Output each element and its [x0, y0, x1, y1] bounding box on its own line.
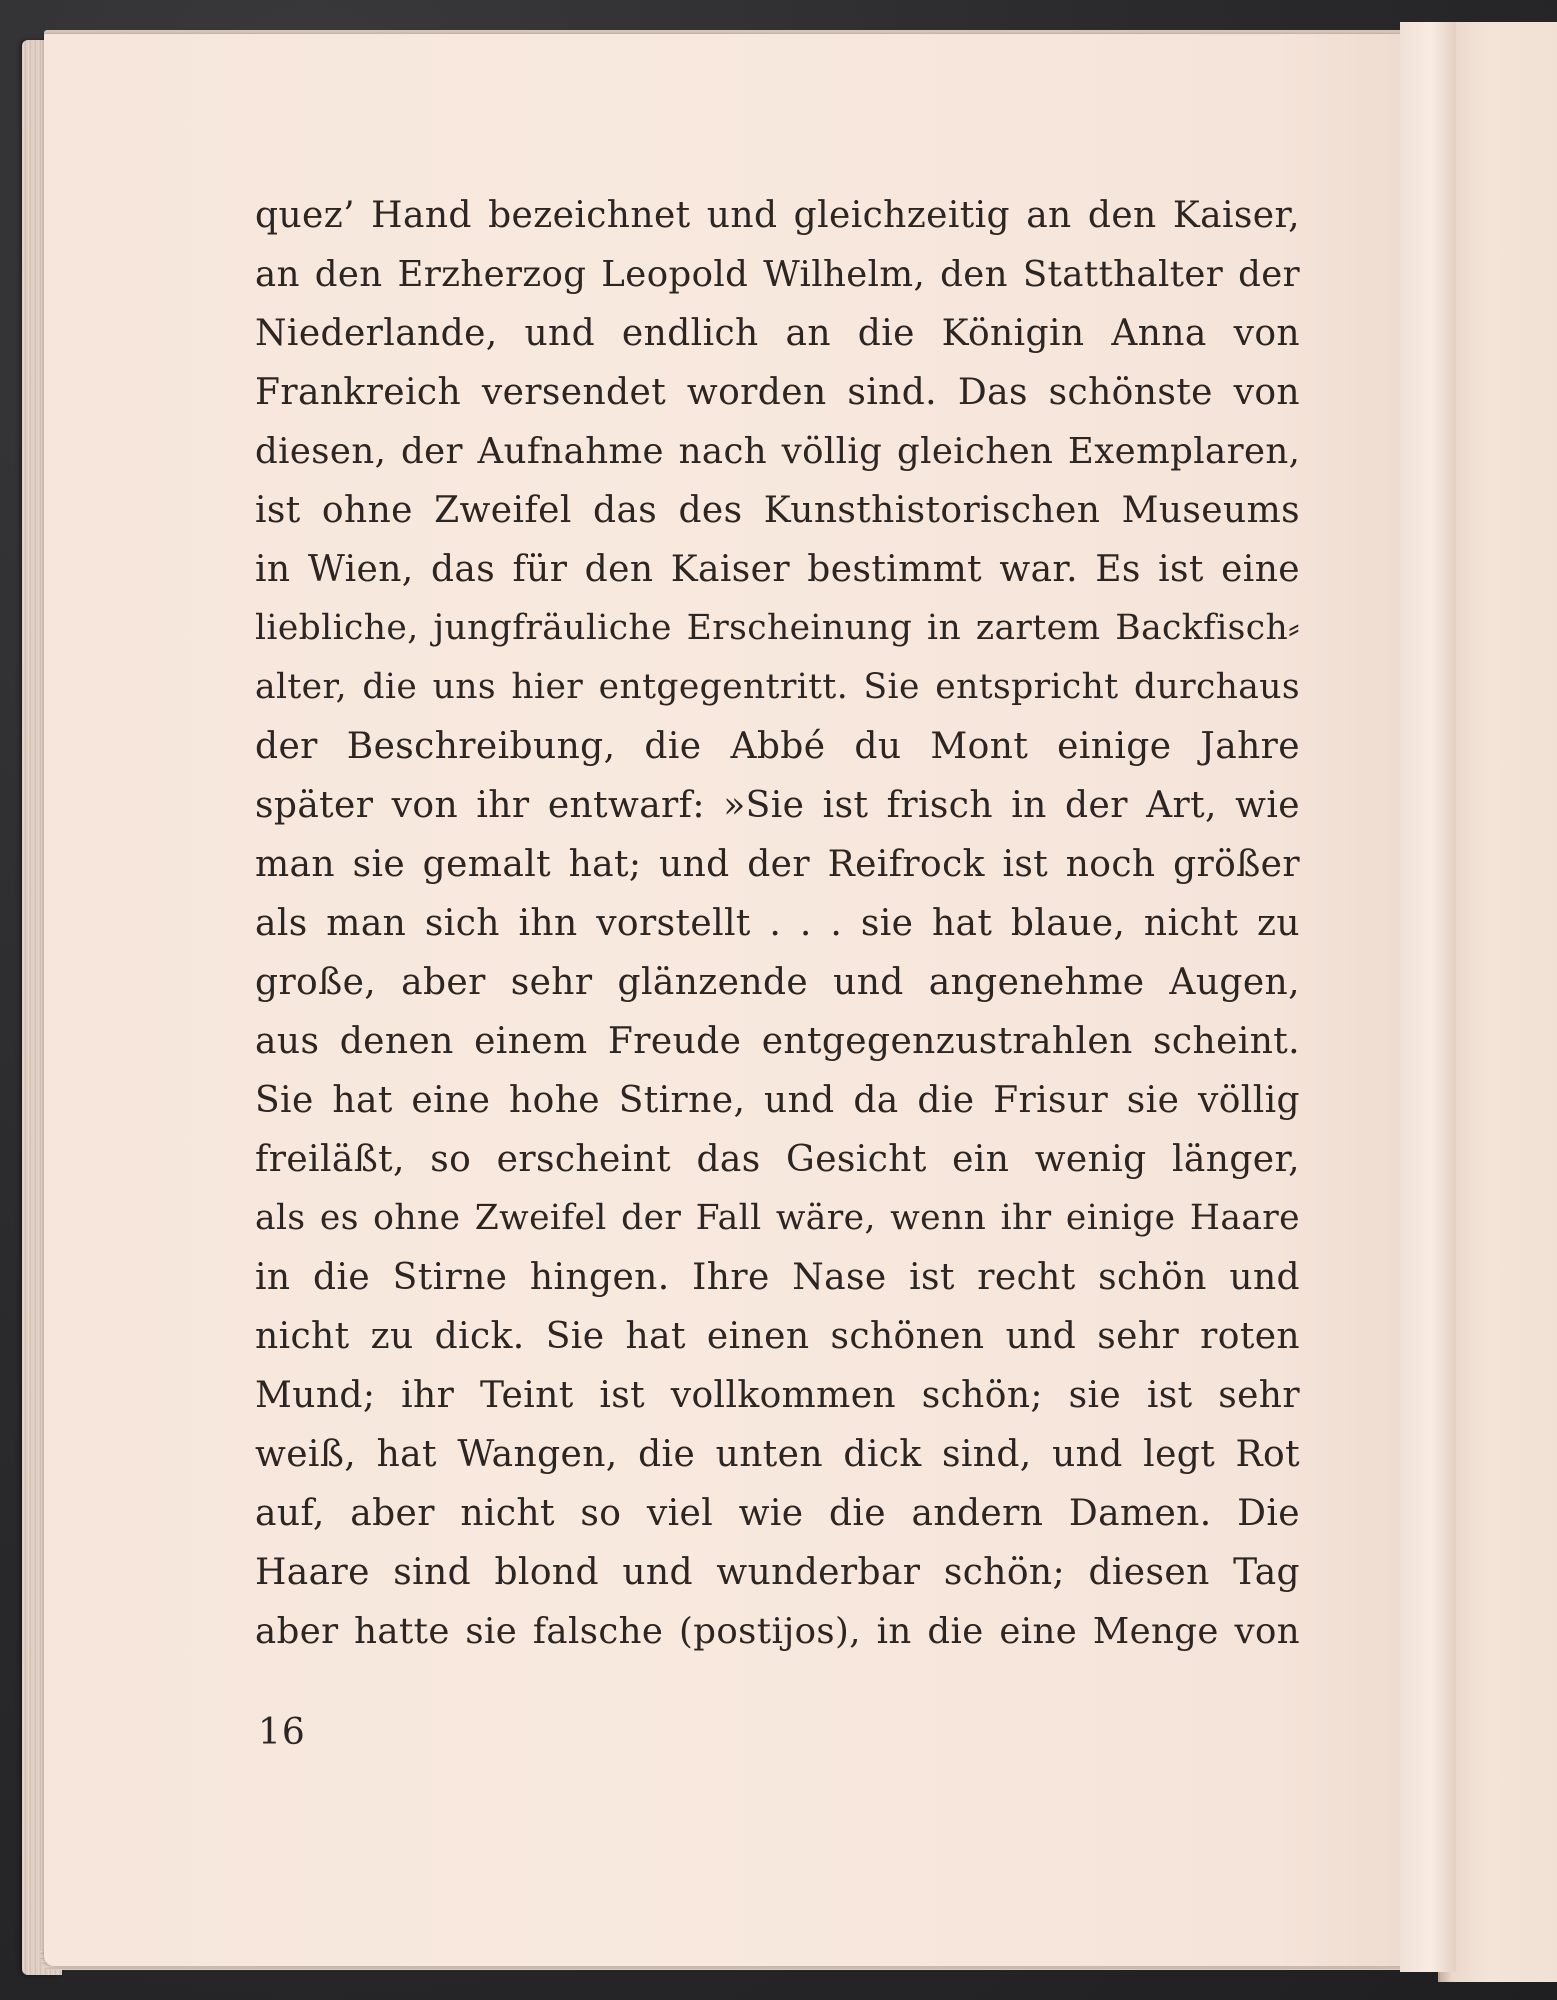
text-line: große, aber sehr glänzende und angenehme Augen,: [255, 962, 1300, 1003]
text-line: Niederlande, und endlich an die Königin Anna von: [255, 313, 1300, 354]
text-line: nicht zu dick. Sie hat einen schönen und sehr roten: [255, 1316, 1300, 1357]
text-line: aber hatte sie falsche (postijos), in die eine Menge von: [255, 1611, 1300, 1652]
text-line: in Wien, das für den Kaiser bestimmt war. Es ist eine: [255, 549, 1300, 590]
text-line: als es ohne Zweifel der Fall wäre, wenn ihr einige Haare: [255, 1198, 1300, 1238]
text-line: an den Erzherzog Leopold Wilhelm, den Statthalter der: [255, 254, 1300, 295]
text-line: Mund; ihr Teint ist vollkommen schön; sie ist sehr: [255, 1375, 1300, 1416]
text-line: alter, die uns hier entgegentritt. Sie entspricht durchaus: [255, 667, 1300, 707]
page-number: 16: [258, 1712, 306, 1753]
text-line: Sie hat eine hohe Stirne, und da die Frisur sie völlig: [255, 1080, 1300, 1121]
text-line: liebliche, jungfräuliche Erscheinung in zartem Backfisch⸗: [255, 608, 1300, 648]
text-line: diesen, der Aufnahme nach völlig gleichen Exemplaren,: [255, 431, 1301, 472]
text-line: Frankreich versendet worden sind. Das schönste von: [255, 372, 1300, 413]
text-line: man sie gemalt hat; und der Reifrock ist noch größer: [255, 844, 1300, 885]
body-text: [255, 186, 1300, 1661]
book-gutter: [1400, 22, 1456, 1972]
text-line: in die Stirne hingen. Ihre Nase ist recht schön und: [255, 1257, 1300, 1298]
text-line: später von ihr entwarf: »Sie ist frisch in der Art, wie: [255, 785, 1300, 826]
text-line: ist ohne Zweifel das des Kunsthistorischen Museums: [255, 490, 1300, 531]
text-line: als man sich ihn vorstellt . . . sie hat blaue, nicht zu: [255, 903, 1300, 944]
text-line: der Beschreibung, die Abbé du Mont einige Jahre: [255, 726, 1300, 767]
text-line: freiläßt, so erscheint das Gesicht ein wenig länger,: [255, 1139, 1300, 1180]
text-line: weiß, hat Wangen, die unten dick sind, und legt Rot: [255, 1434, 1300, 1475]
text-line: auf, aber nicht so viel wie die andern Damen. Die: [255, 1493, 1300, 1534]
text-line: Haare sind blond und wunderbar schön; diesen Tag: [255, 1552, 1300, 1593]
text-line: quez’ Hand bezeichnet und gleichzeitig an den Kaiser,: [255, 195, 1300, 236]
text-line: aus denen einem Freude entgegenzustrahlen scheint.: [255, 1021, 1300, 1062]
